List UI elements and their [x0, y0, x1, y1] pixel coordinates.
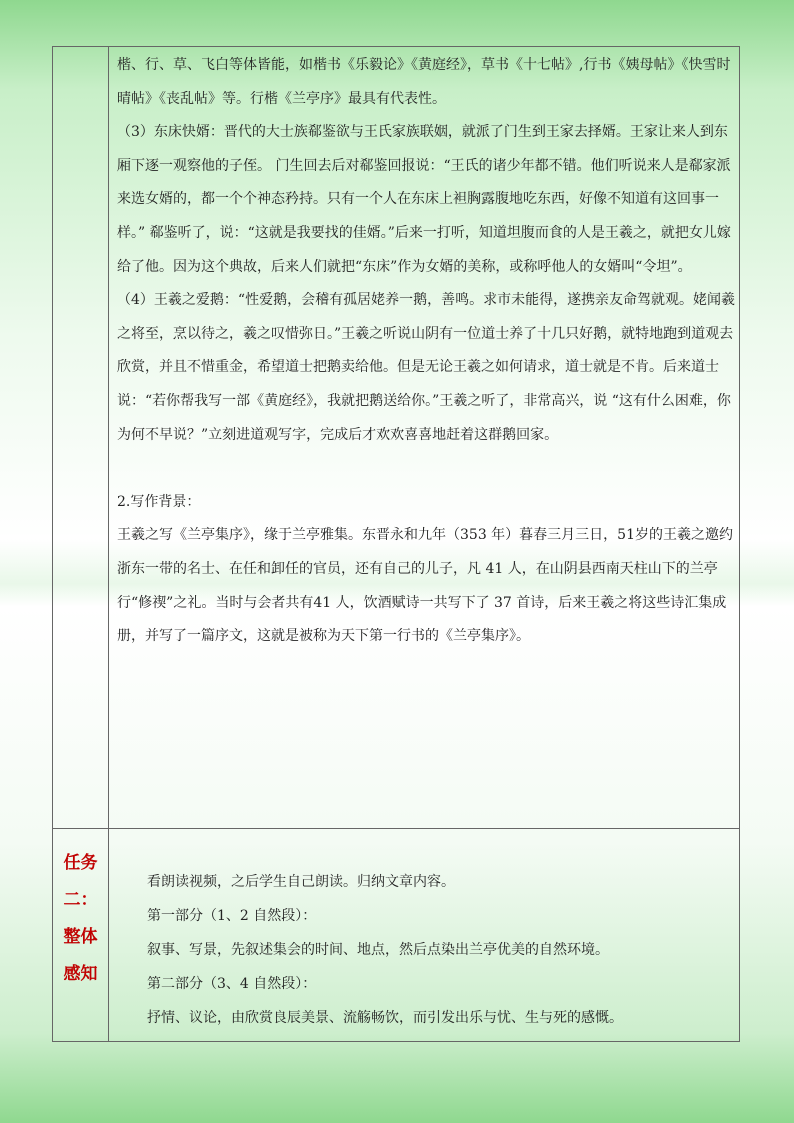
task2-line: 叙事、写景，先叙述集会的时间、地点，然后点染出兰亭优美的自然环境。	[147, 942, 609, 958]
calligraphy-paragraph: 楷、行、草、飞白等体皆能，如楷书《乐毅论》《黄庭经》，草书《十七帖》,行书《姨母帖》《快雪时晴帖》《丧乱帖》等。行楷《兰亭序》最具有代表性。	[117, 57, 731, 107]
task2-line: 第二部分（3、4 自然段）：	[147, 976, 317, 992]
task2-label-line: 任务	[63, 853, 98, 873]
background-paragraph: 王羲之写《兰亭集序》，缘于兰亭雅集。东晋永和九年（353 年）暮春三月三日，51岁的王羲之邀约浙东一带的名士、在任和卸任的官员，还有自己的儿子，凡 41 人，在山阴县西南天柱山下的兰亭行“修禊”之礼。当时与会者共有41 人，饮酒赋诗一共写下了 37 首诗，后来王羲之将这些诗汇集成册，并写了一篇序文，这就是被称为天下第一行书的《兰亭集序》。	[117, 527, 733, 645]
dongchuang-paragraph: （3）东床快婿：晋代的大士族郗鉴欲与王氏家族联姻，就派了门生到王家去择婿。王家让来人到东厢下逐一观察他的子侄。 门生回去后对郗鉴回报说：“王氏的诸少年都不错。他们听说来人是郗家派来选女婿的，都一个个神态矜持。只有一个人在东床上袒胸露腹地吃东西，好像不知道有这回事一样。” 郗鉴听了，说：“这就是我要找的佳婿。”后来一打听，知道坦腹而食的人是王羲之，就把女儿嫁给了他。因为这个典故，后来人们就把“东床”作为女婿的美称，或称呼他人的女婿叫“令坦”。	[117, 124, 731, 275]
task2-line: 看朗读视频，之后学生自己朗读。归纳文章内容。	[147, 874, 455, 890]
row-divider	[53, 828, 739, 829]
goose-paragraph: （4）王羲之爱鹅：“性爱鹅，会稽有孤居姥养一鹅，善鸣。求市未能得，遂携亲友命驾就观。姥闻羲之将至，烹以待之，羲之叹惜弥日。”王羲之听说山阴有一位道士养了十几只好鹅，就特地跑到道观去欣赏，并且不惜重金，希望道士把鹅卖给他。但是无论王羲之如何请求，道士就是不肯。后来道士说：“若你帮我写一部《黄庭经》，我就把鹅送给你。”王羲之听了，非常高兴，说 “这有什么困难，你为何不早说？”立刻进道观写字，完成后才欢欢喜喜地赶着这群鹅回家。	[117, 292, 736, 443]
background-content-cell	[117, 49, 737, 654]
task2-line: 第一部分（1、2 自然段）：	[147, 908, 317, 924]
background-heading: 2.写作背景：	[117, 493, 201, 510]
task2-label	[53, 845, 108, 993]
task2-line: 抒情、议论，由欣赏良辰美景、流觞畅饮，而引发出乐与忧、生与死的感慨。	[147, 1010, 623, 1026]
task2-label-line: 整体	[63, 927, 98, 947]
task2-label-line: 感知	[63, 964, 98, 984]
spacer	[117, 452, 737, 486]
lesson-table	[52, 46, 740, 1042]
task2-content-cell	[147, 865, 737, 1035]
column-divider	[108, 47, 109, 1041]
task2-label-line: 二：	[63, 890, 98, 910]
